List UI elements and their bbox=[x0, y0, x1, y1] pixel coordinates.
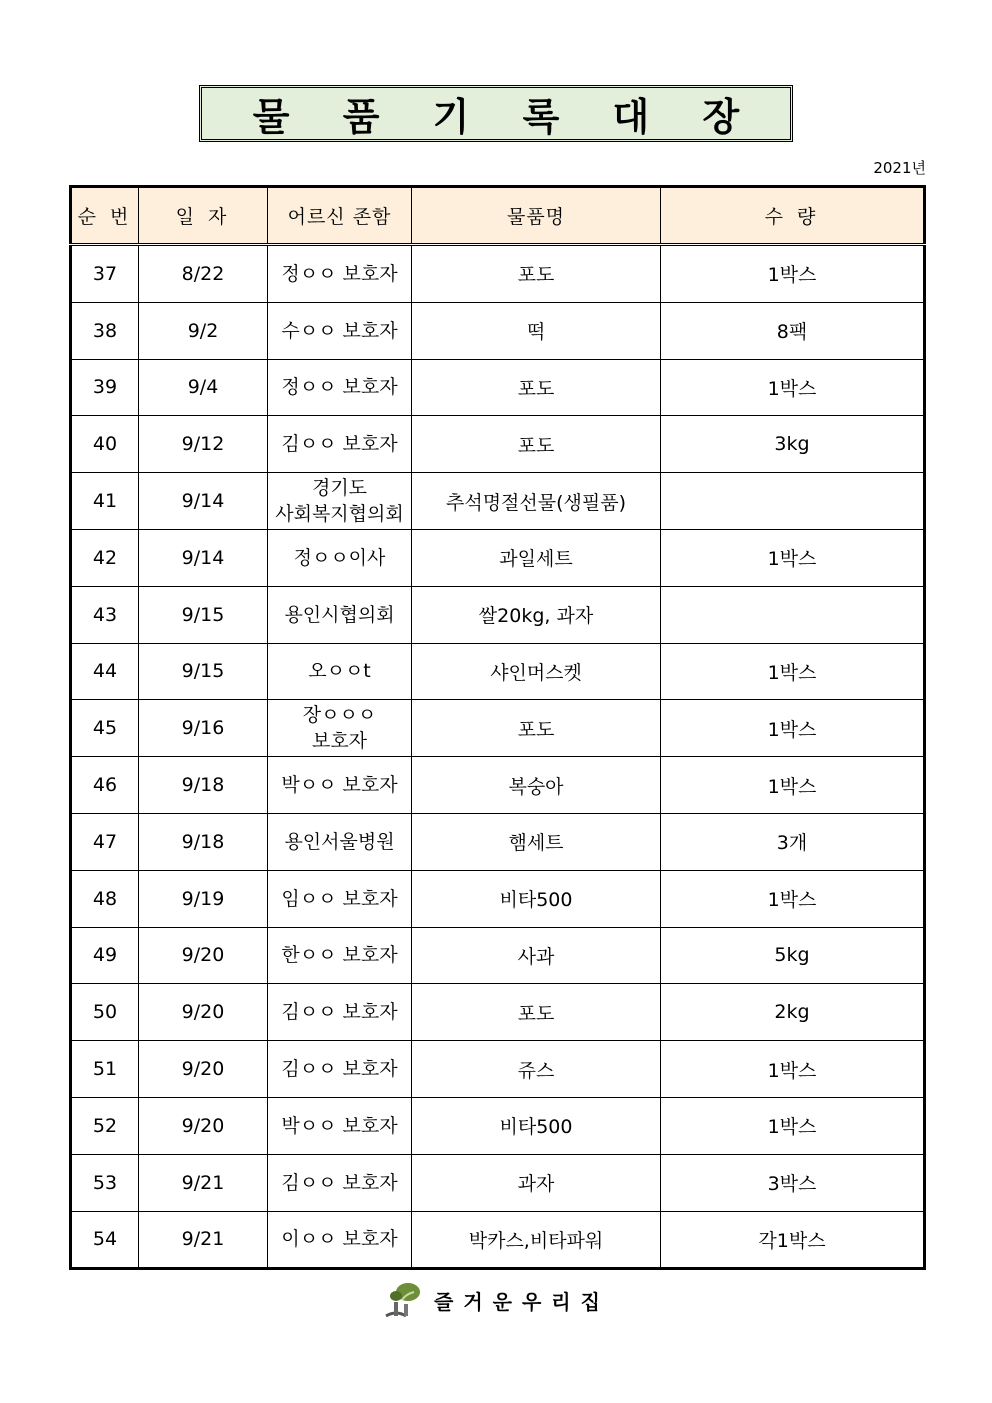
row-item: 포도 bbox=[412, 416, 661, 473]
row-name: 김ㅇㅇ 보호자 bbox=[268, 984, 412, 1041]
row-date: 9/21 bbox=[139, 1211, 268, 1269]
year-label: 2021년 bbox=[873, 159, 926, 177]
table-row bbox=[71, 1154, 925, 1211]
table-row bbox=[71, 302, 925, 359]
row-name: 박ㅇㅇ 보호자 bbox=[268, 757, 412, 814]
row-name: 오ㅇㅇt bbox=[268, 643, 412, 700]
header-name: 어르신 존함 bbox=[268, 187, 412, 245]
row-no: 52 bbox=[71, 1097, 139, 1154]
row-qty: 3박스 bbox=[661, 1154, 925, 1211]
row-name: 용인시협의회 bbox=[268, 586, 412, 643]
row-qty: 1박스 bbox=[661, 359, 925, 416]
table-body bbox=[71, 245, 925, 1269]
row-item: 햄세트 bbox=[412, 813, 661, 870]
row-qty: 각1박스 bbox=[661, 1211, 925, 1269]
footer bbox=[0, 1280, 992, 1320]
row-item: 쌀20kg, 과자 bbox=[412, 586, 661, 643]
table-row bbox=[71, 586, 925, 643]
row-date: 9/12 bbox=[139, 416, 268, 473]
row-item: 추석명절선물(생필품) bbox=[412, 473, 661, 530]
row-date: 9/4 bbox=[139, 359, 268, 416]
row-name: 이ㅇㅇ 보호자 bbox=[268, 1211, 412, 1269]
row-date: 9/20 bbox=[139, 1097, 268, 1154]
row-no: 48 bbox=[71, 870, 139, 927]
row-item: 샤인머스켓 bbox=[412, 643, 661, 700]
table-row bbox=[71, 643, 925, 700]
row-date: 9/2 bbox=[139, 302, 268, 359]
row-no: 50 bbox=[71, 984, 139, 1041]
row-name: 김ㅇㅇ 보호자 bbox=[268, 416, 412, 473]
table-row bbox=[71, 757, 925, 814]
row-no: 40 bbox=[71, 416, 139, 473]
row-qty: 3kg bbox=[661, 416, 925, 473]
row-qty: 1박스 bbox=[661, 870, 925, 927]
row-no: 53 bbox=[71, 1154, 139, 1211]
row-qty: 1박스 bbox=[661, 700, 925, 757]
table-header-row bbox=[71, 187, 925, 245]
row-name: 박ㅇㅇ 보호자 bbox=[268, 1097, 412, 1154]
table-row bbox=[71, 870, 925, 927]
row-item: 사과 bbox=[412, 927, 661, 984]
header-qty: 수 량 bbox=[661, 187, 925, 245]
header-item: 물품명 bbox=[412, 187, 661, 245]
row-no: 41 bbox=[71, 473, 139, 530]
row-qty: 5kg bbox=[661, 927, 925, 984]
row-date: 9/14 bbox=[139, 529, 268, 586]
header-no: 순 번 bbox=[71, 187, 139, 245]
row-name: 장ㅇㅇㅇ 보호자 bbox=[268, 700, 412, 757]
row-item: 비타500 bbox=[412, 1097, 661, 1154]
table-row bbox=[71, 1041, 925, 1098]
row-item: 포도 bbox=[412, 984, 661, 1041]
row-qty: 1박스 bbox=[661, 1097, 925, 1154]
row-no: 43 bbox=[71, 586, 139, 643]
row-no: 44 bbox=[71, 643, 139, 700]
row-date: 8/22 bbox=[139, 245, 268, 303]
row-date: 9/16 bbox=[139, 700, 268, 757]
row-qty: 1박스 bbox=[661, 757, 925, 814]
row-item: 포도 bbox=[412, 700, 661, 757]
row-item: 포도 bbox=[412, 359, 661, 416]
row-no: 37 bbox=[71, 245, 139, 303]
table-row bbox=[71, 359, 925, 416]
row-no: 47 bbox=[71, 813, 139, 870]
row-qty: 1박스 bbox=[661, 643, 925, 700]
row-item: 떡 bbox=[412, 302, 661, 359]
row-qty bbox=[661, 586, 925, 643]
row-no: 54 bbox=[71, 1211, 139, 1269]
row-name: 수ㅇㅇ 보호자 bbox=[268, 302, 412, 359]
table-row bbox=[71, 245, 925, 303]
row-date: 9/15 bbox=[139, 586, 268, 643]
row-no: 45 bbox=[71, 700, 139, 757]
row-name: 임ㅇㅇ 보호자 bbox=[268, 870, 412, 927]
row-no: 51 bbox=[71, 1041, 139, 1098]
row-qty: 1박스 bbox=[661, 529, 925, 586]
table-row bbox=[71, 984, 925, 1041]
row-qty: 2kg bbox=[661, 984, 925, 1041]
row-qty bbox=[661, 473, 925, 530]
row-name: 김ㅇㅇ 보호자 bbox=[268, 1041, 412, 1098]
row-name: 경기도 사회복지협의회 bbox=[268, 473, 412, 530]
house-plant-logo-icon bbox=[382, 1280, 426, 1320]
header-date: 일 자 bbox=[139, 187, 268, 245]
row-no: 38 bbox=[71, 302, 139, 359]
row-qty: 1박스 bbox=[661, 1041, 925, 1098]
row-no: 39 bbox=[71, 359, 139, 416]
row-qty: 8팩 bbox=[661, 302, 925, 359]
row-qty: 1박스 bbox=[661, 245, 925, 303]
row-date: 9/20 bbox=[139, 1041, 268, 1098]
row-no: 42 bbox=[71, 529, 139, 586]
table-row bbox=[71, 1097, 925, 1154]
row-no: 46 bbox=[71, 757, 139, 814]
table-row bbox=[71, 700, 925, 757]
donation-ledger-table bbox=[69, 185, 926, 1270]
row-no: 49 bbox=[71, 927, 139, 984]
row-item: 쥬스 bbox=[412, 1041, 661, 1098]
row-name: 용인서울병원 bbox=[268, 813, 412, 870]
row-date: 9/15 bbox=[139, 643, 268, 700]
row-date: 9/18 bbox=[139, 757, 268, 814]
row-item: 박카스,비타파워 bbox=[412, 1211, 661, 1269]
table-row bbox=[71, 529, 925, 586]
row-date: 9/20 bbox=[139, 927, 268, 984]
row-qty: 3개 bbox=[661, 813, 925, 870]
row-item: 비타500 bbox=[412, 870, 661, 927]
table-row bbox=[71, 473, 925, 530]
table-row bbox=[71, 813, 925, 870]
row-item: 과자 bbox=[412, 1154, 661, 1211]
row-date: 9/14 bbox=[139, 473, 268, 530]
row-item: 복숭아 bbox=[412, 757, 661, 814]
row-item: 포도 bbox=[412, 245, 661, 303]
table-row bbox=[71, 416, 925, 473]
row-name: 정ㅇㅇ이사 bbox=[268, 529, 412, 586]
row-name: 정ㅇㅇ 보호자 bbox=[268, 245, 412, 303]
row-item: 과일세트 bbox=[412, 529, 661, 586]
row-name: 김ㅇㅇ 보호자 bbox=[268, 1154, 412, 1211]
row-date: 9/20 bbox=[139, 984, 268, 1041]
document-title bbox=[199, 85, 793, 142]
table-row bbox=[71, 1211, 925, 1269]
title-text: 물 품 기 록 대 장 bbox=[252, 95, 760, 139]
row-name: 한ㅇㅇ 보호자 bbox=[268, 927, 412, 984]
row-date: 9/19 bbox=[139, 870, 268, 927]
row-date: 9/18 bbox=[139, 813, 268, 870]
row-date: 9/21 bbox=[139, 1154, 268, 1211]
row-name: 정ㅇㅇ 보호자 bbox=[268, 359, 412, 416]
table-row bbox=[71, 927, 925, 984]
footer-brand: 즐거운우리집 bbox=[434, 1289, 610, 1314]
